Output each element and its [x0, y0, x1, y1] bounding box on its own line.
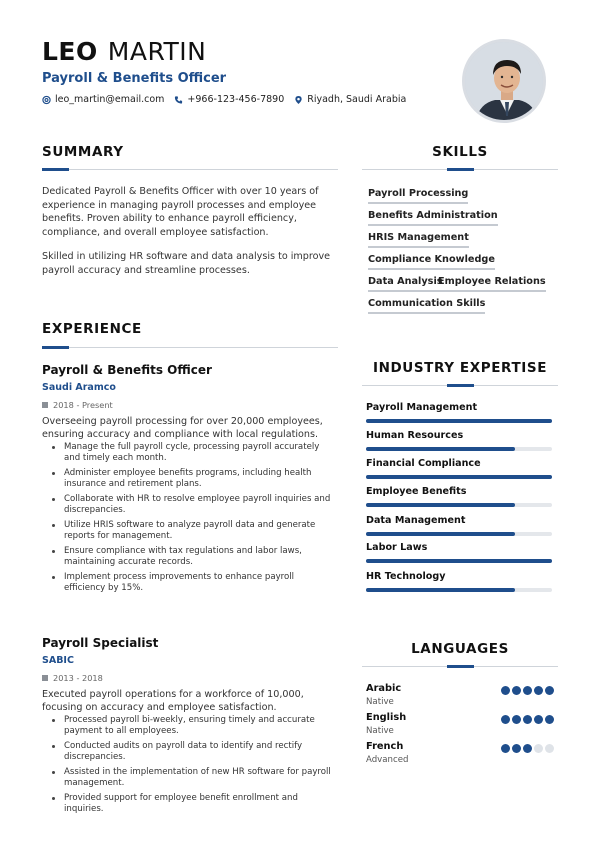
contact-row: [42, 94, 462, 105]
location-text: Riyadh, Saudi Arabia: [307, 94, 407, 105]
language-level: Native: [366, 726, 394, 736]
skills-section: [362, 144, 558, 160]
job-entry: [42, 636, 338, 819]
expertise-label: Employee Benefits: [366, 486, 467, 497]
expertise-item: [366, 402, 552, 423]
avatar-illustration: [465, 42, 546, 123]
phone-text: +966-123-456-7890: [187, 94, 285, 105]
expertise-bar-track: [366, 532, 552, 536]
company-name: Saudi Aramco: [42, 382, 116, 393]
skill-tag: HRIS Management: [368, 232, 469, 248]
job-title: Payroll Specialist: [42, 636, 159, 650]
at-icon: [42, 95, 51, 105]
industry-expertise-heading: INDUSTRY EXPERTISE: [372, 360, 548, 376]
job-role: Payroll & Benefits Officer: [42, 71, 227, 86]
last-name: MARTIN: [107, 37, 207, 66]
expertise-bar-fill: [366, 532, 515, 536]
expertise-label: Data Management: [366, 515, 466, 526]
language-item: [366, 741, 554, 765]
proficiency-dot-filled: [545, 715, 554, 724]
phone-icon: [174, 95, 183, 105]
expertise-bar-track: [366, 447, 552, 451]
list-item: Provided support for employee benefit enrollment and inquiries.: [42, 793, 338, 815]
language-level: Advanced: [366, 755, 409, 765]
summary-section: [42, 144, 338, 160]
summary-heading: SUMMARY: [42, 144, 124, 160]
industry-expertise-accent-bar: [447, 384, 474, 387]
language-name: English: [366, 712, 407, 723]
proficiency-dot-filled: [512, 686, 521, 695]
expertise-bar-fill: [366, 475, 552, 479]
proficiency-dot-filled: [523, 686, 532, 695]
proficiency-dot-filled: [545, 686, 554, 695]
company-name: SABIC: [42, 655, 74, 666]
list-item: Processed payroll bi-weekly, ensuring timely and accurate payment to all employees.: [42, 715, 338, 737]
skill-tag: Benefits Administration: [368, 210, 498, 226]
job-dates-text: 2013 - 2018: [53, 673, 103, 683]
language-item: [366, 683, 554, 707]
language-level: Native: [366, 697, 394, 707]
proficiency-dots: [501, 715, 554, 724]
contact-location: [294, 94, 406, 105]
expertise-item: [366, 430, 552, 451]
expertise-bar-track: [366, 588, 552, 592]
proficiency-dot-empty: [545, 744, 554, 753]
location-pin-icon: [294, 95, 303, 105]
expertise-item: [366, 458, 552, 479]
expertise-label: Labor Laws: [366, 542, 428, 553]
expertise-bar-fill: [366, 503, 515, 507]
expertise-bar-fill: [366, 588, 515, 592]
skill-tag: Communication Skills: [368, 298, 485, 314]
email-text: leo_martin@email.com: [55, 94, 165, 105]
expertise-label: Financial Compliance: [366, 458, 481, 469]
proficiency-dots: [501, 686, 554, 695]
candidate-name: [42, 38, 462, 66]
skill-tag: Data Analysis: [368, 276, 443, 292]
summary-accent-bar: [42, 168, 69, 171]
calendar-icon: [42, 675, 48, 681]
job-bullets: [42, 442, 338, 594]
expertise-bar-fill: [366, 419, 552, 423]
languages-section: [362, 641, 558, 657]
job-dates: [42, 400, 338, 410]
expertise-bar-fill: [366, 559, 552, 563]
proficiency-dot-empty: [534, 744, 543, 753]
list-item: Assisted in the implementation of new HR software for payroll management.: [42, 767, 338, 789]
skill-tag: Payroll Processing: [368, 188, 468, 204]
job-dates-text: 2018 - Present: [53, 400, 113, 410]
list-item: Manage the full payroll cycle, processing payroll accurately and timely each month.: [42, 442, 338, 464]
expertise-item: [366, 486, 552, 507]
expertise-label: Payroll Management: [366, 402, 478, 413]
list-item: Conducted audits on payroll data to identify and rectify discrepancies.: [42, 741, 338, 763]
calendar-icon: [42, 402, 48, 408]
language-name: Arabic: [366, 683, 402, 694]
proficiency-dots: [501, 744, 554, 753]
expertise-bar-track: [366, 559, 552, 563]
industry-expertise-section: [362, 360, 558, 376]
proficiency-dot-filled: [501, 686, 510, 695]
languages-accent-bar: [447, 665, 474, 668]
experience-divider: [42, 347, 338, 348]
job-description: Overseeing payroll processing for over 20,000 employees, ensuring accuracy and compliance with local regulations.: [42, 416, 323, 440]
proficiency-dot-filled: [523, 744, 532, 753]
list-item: Ensure compliance with tax regulations and labor laws, maintaining accurate records.: [42, 546, 338, 568]
resume-header: [42, 38, 462, 105]
skill-tag: Employee Relations: [438, 276, 546, 292]
expertise-bar-track: [366, 419, 552, 423]
expertise-item: [366, 542, 552, 563]
job-entry: [42, 363, 338, 598]
language-item: [366, 712, 554, 736]
first-name: LEO: [42, 37, 98, 66]
list-item: Utilize HRIS software to analyze payroll data and generate reports for management.: [42, 520, 338, 542]
expertise-label: HR Technology: [366, 571, 446, 582]
expertise-label: Human Resources: [366, 430, 464, 441]
skill-tag: Compliance Knowledge: [368, 254, 495, 270]
experience-accent-bar: [42, 346, 69, 349]
job-bullets: [42, 715, 338, 815]
proficiency-dot-filled: [501, 744, 510, 753]
experience-section: [42, 321, 338, 337]
skills-heading: SKILLS: [432, 144, 488, 160]
proficiency-dot-filled: [534, 715, 543, 724]
contact-phone[interactable]: [174, 94, 284, 105]
expertise-bar-track: [366, 503, 552, 507]
expertise-bar-track: [366, 475, 552, 479]
summary-paragraph-2: Skilled in utilizing HR software and data analysis to improve payroll accuracy and streamline processes.: [42, 251, 331, 276]
summary-paragraph-1: Dedicated Payroll & Benefits Officer with over 10 years of experience in managing payroll processes and employee benefits. Proven ability to enhance payroll efficiency, compliance, and overall employee satisfaction.: [42, 186, 319, 238]
expertise-bar-fill: [366, 447, 515, 451]
proficiency-dot-filled: [501, 715, 510, 724]
languages-heading: LANGUAGES: [411, 641, 509, 657]
expertise-item: [366, 571, 552, 592]
expertise-item: [366, 515, 552, 536]
job-description: Executed payroll operations for a workforce of 10,000, focusing on accuracy and employee satisfaction.: [42, 689, 304, 713]
skills-accent-bar: [447, 168, 474, 171]
proficiency-dot-filled: [512, 744, 521, 753]
job-title: Payroll & Benefits Officer: [42, 363, 212, 377]
list-item: Collaborate with HR to resolve employee payroll inquiries and discrepancies.: [42, 494, 338, 516]
job-dates: [42, 673, 338, 683]
summary-divider: [42, 169, 338, 170]
proficiency-dot-filled: [512, 715, 521, 724]
proficiency-dot-filled: [523, 715, 532, 724]
language-name: French: [366, 741, 404, 752]
profile-photo: [462, 39, 546, 123]
summary-body: [42, 185, 338, 277]
list-item: Administer employee benefits programs, including health insurance and retirement plans.: [42, 468, 338, 490]
contact-email[interactable]: [42, 94, 164, 105]
list-item: Implement process improvements to enhance payroll efficiency by 15%.: [42, 572, 338, 594]
proficiency-dot-filled: [534, 686, 543, 695]
experience-heading: EXPERIENCE: [42, 321, 142, 337]
